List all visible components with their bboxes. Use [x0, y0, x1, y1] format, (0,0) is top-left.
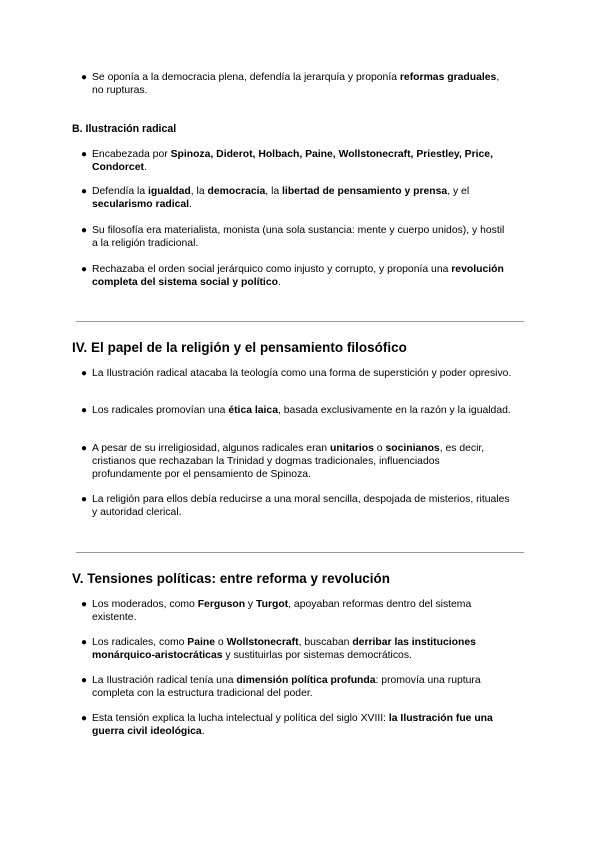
bold-text: libertad de pensamiento y prensa — [282, 186, 448, 197]
text: . — [201, 726, 205, 737]
text: y sustituirlas por sistemas democráticos. — [222, 650, 412, 661]
text: , apoyaban reformas dentro del sistema existente. — [92, 599, 472, 623]
text: , la — [265, 186, 283, 197]
text: La religión para ellos debía reducirse a una moral sencilla, despojada de misterios, rituales y autoridad clerical. — [92, 494, 510, 518]
bold-text: ética laica — [228, 405, 278, 416]
text: , no rupturas. — [92, 72, 500, 96]
bold-text: derribar las instituciones monárquico-aristocráticas — [92, 637, 476, 661]
text: , la — [190, 186, 208, 197]
bold-text: Spinoza, Diderot, Holbach, Paine, Wollstonecraft, Priestley, Price, Condorcet — [92, 149, 493, 173]
bold-text: democracia — [207, 186, 266, 197]
bold-text: Turgot — [256, 599, 289, 610]
bold-text: Paine — [187, 637, 216, 648]
bold-text: la Ilustración fue una guerra civil ideológica — [92, 713, 493, 737]
text: Los moderados, como — [92, 599, 198, 610]
text: o — [373, 443, 386, 454]
text: , y el — [447, 186, 470, 197]
text: . — [143, 162, 147, 173]
text: , buscaban — [298, 637, 353, 648]
text: Esta tensión explica la lucha intelectual y política del siglo XVIII: — [92, 713, 389, 724]
list-item — [81, 493, 512, 519]
text: . — [277, 277, 281, 288]
bold-text: Ferguson — [197, 599, 246, 610]
bullet-icon: ● — [81, 149, 88, 160]
bold-text: Wollstonecraft — [226, 637, 299, 648]
text: , es decir, cristianos que rechazaban la Trinidad y dogmas tradicionales, influenciados profundamente por el pensamiento de Spinoza. — [92, 443, 485, 480]
text: Se oponía a la democracia plena, defendía la jerarquía y proponía — [92, 72, 400, 83]
heading-section-iv: IV. El papel de la religión y el pensamiento filosófico — [72, 340, 407, 355]
text: Su filosofía era materialista, monista (una sola sustancia: mente y cuerpo unidos), y hostil a la religión tradicional. — [92, 225, 505, 249]
subheading-ilustracion-radical: B. Ilustración radical — [72, 123, 177, 135]
bullet-icon: ● — [81, 443, 88, 454]
bullet-icon: ● — [81, 186, 88, 197]
bold-text: igualdad — [148, 186, 191, 197]
list-item — [81, 148, 512, 174]
bold-text: revolución completa del sistema social y político — [92, 264, 504, 288]
text: Los radicales promovían una — [92, 405, 229, 416]
list-item — [81, 598, 512, 624]
bullet-icon: ● — [81, 713, 88, 724]
text: La Ilustración radical atacaba la teología como una forma de superstición y poder opresivo. — [92, 368, 512, 379]
bold-text: reformas graduales — [399, 72, 497, 83]
section-divider — [76, 552, 524, 553]
bullet-icon: ● — [81, 225, 88, 236]
text: Los radicales, como — [92, 637, 188, 648]
bold-text: socinianos — [385, 443, 440, 454]
bullet-icon: ● — [81, 494, 88, 505]
bullet-icon: ● — [81, 637, 88, 648]
list-item — [81, 404, 512, 417]
text: Defendía la — [92, 186, 149, 197]
section-divider — [76, 321, 524, 322]
list-item — [81, 442, 512, 481]
bullet-icon: ● — [81, 675, 88, 686]
list-item — [81, 367, 512, 380]
heading-section-v: V. Tensiones políticas: entre reforma y revolución — [72, 571, 391, 586]
list-item — [81, 224, 512, 250]
list-item — [81, 185, 512, 211]
bullet-icon: ● — [81, 368, 88, 379]
text: : promovía una ruptura completa con la estructura tradicional del poder. — [92, 675, 481, 699]
text: . — [189, 199, 192, 210]
text: Rechazaba el orden social jerárquico como injusto y corrupto, y proponía una — [92, 264, 452, 275]
bold-text: unitarios — [329, 443, 374, 454]
list-item — [81, 71, 512, 97]
text: , basada exclusivamente en la razón y la igualdad. — [278, 405, 511, 416]
text: o — [215, 637, 227, 648]
bullet-icon: ● — [81, 405, 88, 416]
list-item — [81, 636, 512, 662]
list-item — [81, 712, 512, 738]
text: Encabezada por — [92, 149, 171, 160]
bold-text: dimensión política profunda — [236, 675, 376, 686]
text: A pesar de su irreligiosidad, algunos radicales eran — [92, 443, 330, 454]
list-item — [81, 674, 512, 700]
bullet-icon: ● — [81, 72, 88, 83]
bold-text: secularismo radical — [92, 199, 190, 210]
text: y — [245, 599, 257, 610]
bullet-icon: ● — [81, 264, 88, 275]
text: La Ilustración radical tenía una — [92, 675, 237, 686]
list-item — [81, 263, 512, 289]
bullet-icon: ● — [81, 599, 88, 610]
